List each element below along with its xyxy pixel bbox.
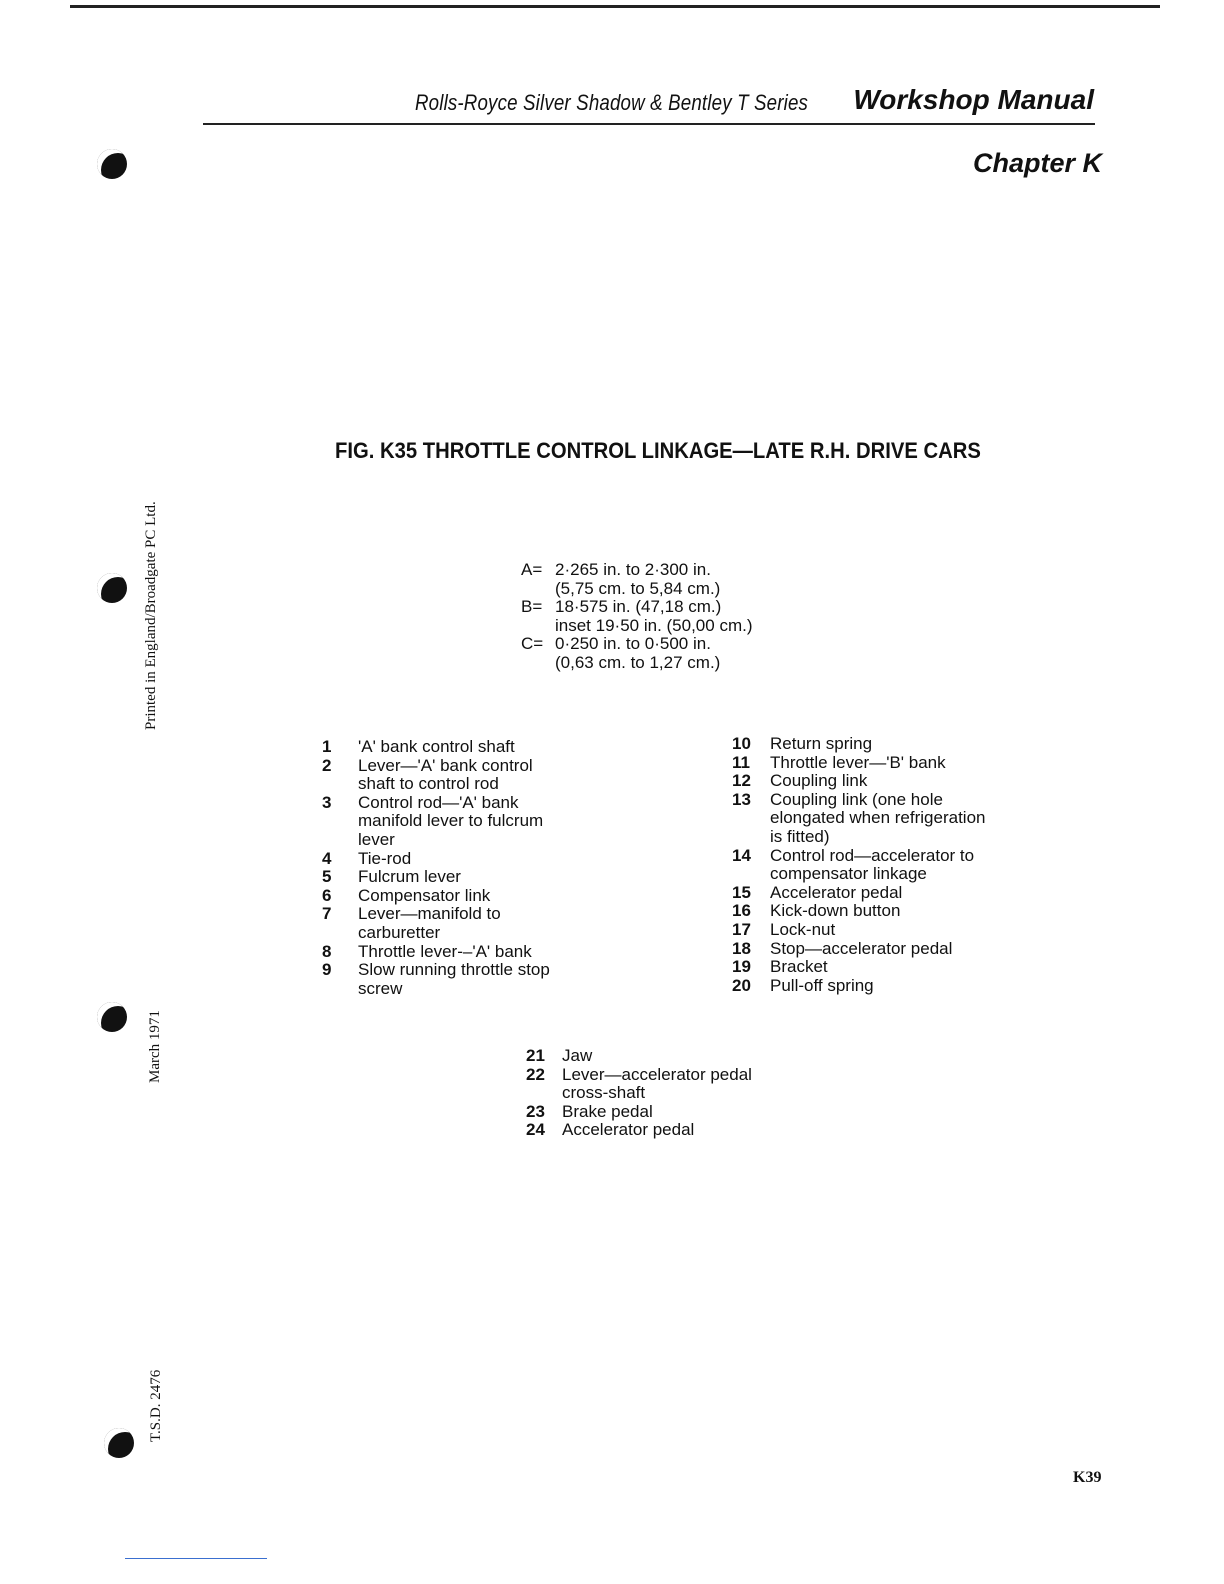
page-number: K39	[1073, 1469, 1102, 1486]
bottom-rule	[125, 1558, 267, 1559]
legend-item: 19 Bracket	[732, 957, 828, 977]
dimension-line: (0,63 cm. to 1,27 cm.)	[555, 652, 721, 672]
legend-item: 20 Pull-off spring	[732, 975, 874, 995]
printer-note: Printed in England/Broadgate PC Ltd.	[143, 501, 159, 730]
legend-item: 12 Coupling link	[732, 771, 868, 791]
legend-item: 6 Compensator link	[322, 885, 491, 905]
legend-item: 13 Coupling link (one hole elongated when refrigeration is fitted)	[732, 789, 986, 846]
legend-item: 11 Throttle lever—'B' bank	[732, 752, 946, 772]
binder-hole-icon	[97, 1002, 127, 1032]
manual-series-title: Rolls-Royce Silver Shadow & Bentley T Series	[415, 90, 809, 115]
binder-hole-icon	[97, 149, 127, 179]
legend-item: 4 Tie-rod	[322, 848, 412, 868]
legend-item: 9 Slow running throttle stop screw	[322, 960, 550, 998]
top-rule	[70, 5, 1160, 8]
legend-item: 17 Lock-nut	[732, 919, 836, 939]
dimension-line: inset 19·50 in. (50,00 cm.)	[555, 615, 753, 635]
workshop-manual-title: Workshop Manual	[853, 84, 1094, 115]
binder-hole-icon	[104, 1428, 134, 1458]
legend-left-column	[322, 738, 622, 998]
legend-item: 23 Brake pedal	[526, 1101, 653, 1121]
chapter-heading: Chapter K	[972, 148, 1102, 178]
legend-item: 3 Control rod—'A' bank manifold lever to fulcrum lever	[322, 792, 544, 849]
dimension-line: C= 0·250 in. to 0·500 in.	[521, 634, 711, 653]
figure-caption: FIG. K35 THROTTLE CONTROL LINKAGE—LATE R.H. DRIVE CARS	[335, 438, 981, 463]
legend-item: 18 Stop—accelerator pedal	[732, 938, 953, 958]
legend-right-column	[732, 735, 1032, 995]
legend-item: 22 Lever—accelerator pedal cross-shaft	[526, 1064, 752, 1103]
binder-hole-icon	[97, 573, 127, 603]
legend-item: 2 Lever—'A' bank control shaft to control rod	[322, 755, 533, 794]
tsd-number: T.S.D. 2476	[148, 1369, 164, 1442]
header-rule	[203, 123, 1095, 125]
dimension-line: (5,75 cm. to 5,84 cm.)	[555, 578, 721, 598]
dimension-line: A= 2·265 in. to 2·300 in.	[521, 560, 711, 579]
legend-item: 8 Throttle lever-–'A' bank	[322, 941, 532, 961]
dimension-notes	[521, 561, 752, 672]
legend-item: 10 Return spring	[732, 734, 873, 753]
legend-item: 24 Accelerator pedal	[526, 1120, 695, 1140]
legend-item: 14 Control rod—accelerator to compensator linkage	[732, 845, 975, 884]
dimension-line: B= 18·575 in. (47,18 cm.)	[521, 597, 722, 616]
legend-item: 15 Accelerator pedal	[732, 882, 903, 902]
issue-date: March 1971	[147, 1010, 163, 1083]
legend-item: 21 Jaw	[526, 1046, 593, 1065]
legend-bottom-column	[526, 1047, 826, 1140]
legend-item: 5 Fulcrum lever	[322, 867, 461, 887]
legend-item: 7 Lever—manifold to carburetter	[322, 904, 501, 942]
legend-item: 1 'A' bank control shaft	[322, 737, 515, 756]
legend-item: 16 Kick-down button	[732, 901, 901, 921]
